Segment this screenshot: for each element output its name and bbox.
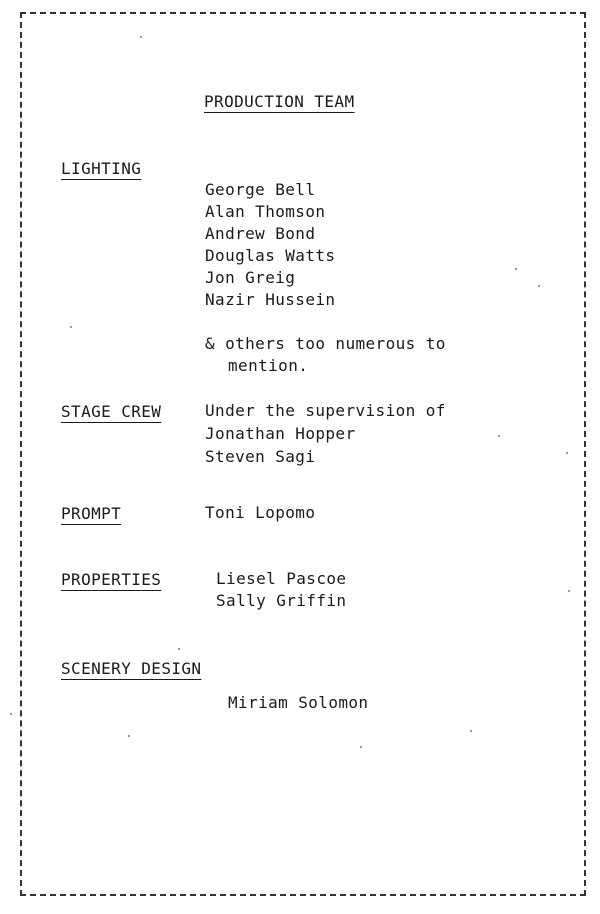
scan-speck: [538, 285, 540, 287]
stage-crew-line: Jonathan Hopper: [205, 424, 356, 443]
section-heading-prompt: PROMPT: [61, 504, 122, 523]
scan-speck: [178, 648, 180, 650]
lighting-name: Andrew Bond: [205, 224, 316, 243]
scan-speck: [360, 746, 362, 748]
lighting-name: Alan Thomson: [205, 202, 326, 221]
lighting-name: Nazir Hussein: [205, 290, 336, 309]
properties-name: Sally Griffin: [216, 591, 347, 610]
prompt-name: Toni Lopomo: [205, 503, 316, 522]
scan-speck: [10, 713, 12, 715]
lighting-note: & others too numerous to: [205, 334, 446, 353]
section-heading-lighting: LIGHTING: [61, 159, 142, 178]
properties-name: Liesel Pascoe: [216, 569, 347, 588]
scan-speck: [470, 730, 472, 732]
section-heading-stage-crew: STAGE CREW: [61, 402, 162, 421]
page-title: PRODUCTION TEAM: [204, 92, 355, 111]
section-heading-properties: PROPERTIES: [61, 570, 162, 589]
stage-crew-line: Under the supervision of: [205, 401, 446, 420]
lighting-note-continued: mention.: [228, 356, 309, 375]
scan-speck: [568, 590, 570, 592]
stage-crew-line: Steven Sagi: [205, 447, 316, 466]
scan-speck: [70, 326, 72, 328]
scan-speck: [498, 435, 500, 437]
scan-speck: [128, 735, 130, 737]
scan-speck: [140, 36, 142, 38]
scenery-design-name: Miriam Solomon: [228, 693, 369, 712]
lighting-name: Douglas Watts: [205, 246, 336, 265]
scan-speck: [566, 452, 568, 454]
lighting-name: George Bell: [205, 180, 316, 199]
scan-speck: [515, 268, 517, 270]
lighting-name: Jon Greig: [205, 268, 296, 287]
section-heading-scenery-design: SCENERY DESIGN: [61, 659, 202, 678]
